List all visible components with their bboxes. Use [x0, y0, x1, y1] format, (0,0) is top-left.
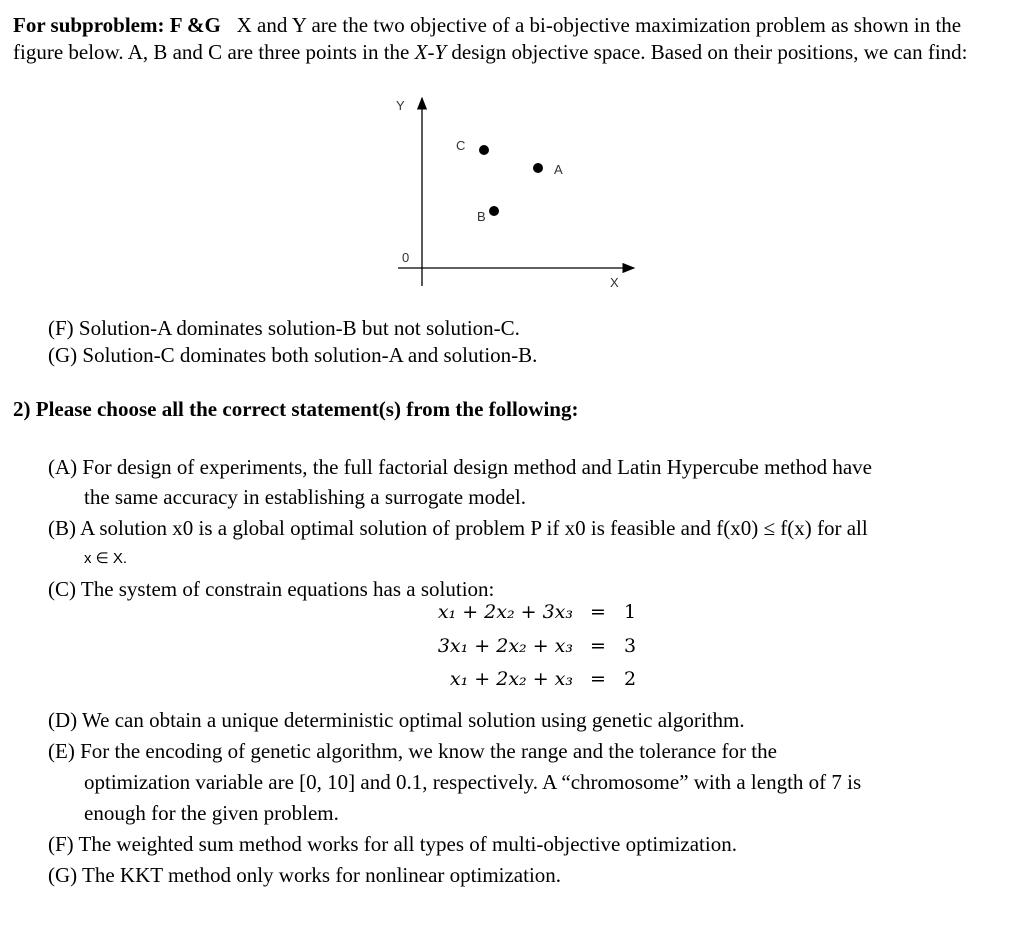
sub-option-g: (G) Solution-C dominates both solution-A and solution-B.: [48, 343, 538, 367]
y-axis-label: Y: [396, 98, 405, 113]
point-c-label: C: [456, 138, 466, 153]
intro-text-2: design objective space. Based on their positions, we can find:: [446, 40, 968, 64]
objective-space-figure: [380, 90, 660, 300]
equation-3-op: =: [590, 668, 606, 690]
point-b: [489, 206, 499, 216]
equation-3-lhs: x₁ + 2x₂ + x₃: [449, 668, 573, 690]
option-e-line1: (E) For the encoding of genetic algorithm, we know the range and the tolerance for the: [48, 739, 777, 763]
point-a-label: A: [554, 162, 563, 177]
intro-text-1: X and Y are the two objective of a bi-objective maximization problem as shown in the figure below. A, B and C are three points in the: [13, 13, 962, 64]
equation-1-lhs: x₁ + 2x₂ + 3x₃: [437, 601, 573, 623]
sub-option-f: (F) Solution-A dominates solution-B but not solution-C.: [48, 316, 520, 340]
question-2-heading: 2) Please choose all the correct statement(s) from the following:: [13, 397, 579, 421]
option-e-line2: optimization variable are [0, 10] and 0.1, respectively. A “chromosome” with a length of 7 is: [84, 770, 862, 794]
subproblem-label: For subproblem: F &G: [13, 13, 221, 37]
space-name: X-Y: [414, 40, 447, 64]
option-a-line2: the same accuracy in establishing a surrogate model.: [84, 485, 527, 509]
equation-1-op: =: [590, 601, 606, 623]
intro-paragraph: [13, 12, 1003, 66]
equation-3-rhs: 2: [624, 668, 637, 690]
option-a-line1: (A) For design of experiments, the full factorial design method and Latin Hypercube method have: [48, 455, 873, 479]
option-b-line2: x ∈ X.: [84, 550, 128, 567]
equation-2-op: =: [590, 635, 606, 657]
point-c: [479, 145, 489, 155]
equation-1-rhs: 1: [624, 601, 637, 623]
point-b-label: B: [477, 209, 486, 224]
point-a: [533, 163, 543, 173]
option-c-line1: (C) The system of constrain equations has a solution:: [48, 577, 495, 601]
origin-label: 0: [402, 250, 410, 265]
equation-2-rhs: 3: [624, 635, 637, 657]
option-d-line1: (D) We can obtain a unique deterministic optimal solution using genetic algorithm.: [48, 708, 745, 732]
option-e-line3: enough for the given problem.: [84, 801, 339, 825]
option-g-line1: (G) The KKT method only works for nonlinear optimization.: [48, 863, 562, 887]
equation-2-lhs: 3x₁ + 2x₂ + x₃: [437, 635, 573, 657]
x-axis-label: X: [610, 275, 619, 290]
option-f-line1: (F) The weighted sum method works for all types of multi-objective optimization.: [48, 832, 737, 856]
option-b-line1: (B) A solution x0 is a global optimal solution of problem P if x0 is feasible and f(x0) ≤ f(x) for all: [48, 516, 868, 540]
